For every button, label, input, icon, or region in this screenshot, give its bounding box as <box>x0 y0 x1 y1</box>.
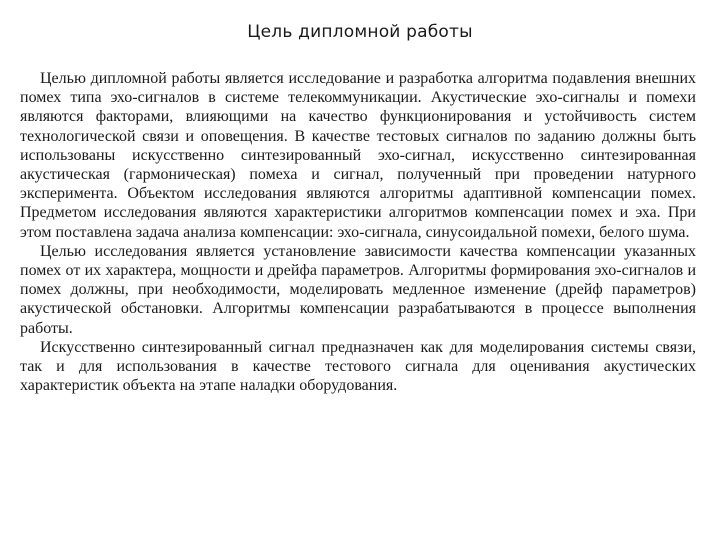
paragraph-research-goal: Целью исследования является установление зависимости качества компенсации указанных помех от их характера, мощности и дрейфа параметров. Алгоритмы формирования эхо-сигналов и помех должны, при необходимости, моделировать медленное изменение (дрейф параметров) акустической обстановки. Алгоритмы компенсации разрабатываются в процессе выполнения работы. <box>20 242 696 337</box>
paragraph-goal: Целью дипломной работы является исследование и разработка алгоритма подавления внешних помех типа эхо-сигналов в системе телекоммуникации. Акустические эхо-сигналы и помехи являются факторами, влияющими на качество функционирования и устойчивость систем технологической связи и оповещения. В качестве тестовых сигналов по заданию должны быть использованы искусственно синтезированный эхо-сигнал, искусственно синтезированная акустическая (гармоническая) помеха и сигнал, полученный при проведении натурного эксперимента. Объектом исследования являются алгоритмы адаптивной компенсации помех. Предметом исследования являются характеристики алгоритмов компенсации помех и эха. При этом поставлена задача анализа компенсации: эхо-сигнала, синусоидальной помехи, белого шума. <box>20 70 696 241</box>
slide-title: Цель дипломной работы <box>247 22 473 42</box>
paragraph-synthesized-signal: Искусственно синтезированный сигнал предназначен как для моделирования системы связи, так и для использования в качестве тестового сигнала для оценивания акустических характеристик объекта на этапе наладки оборудования. <box>20 338 696 395</box>
slide-body <box>20 69 696 395</box>
